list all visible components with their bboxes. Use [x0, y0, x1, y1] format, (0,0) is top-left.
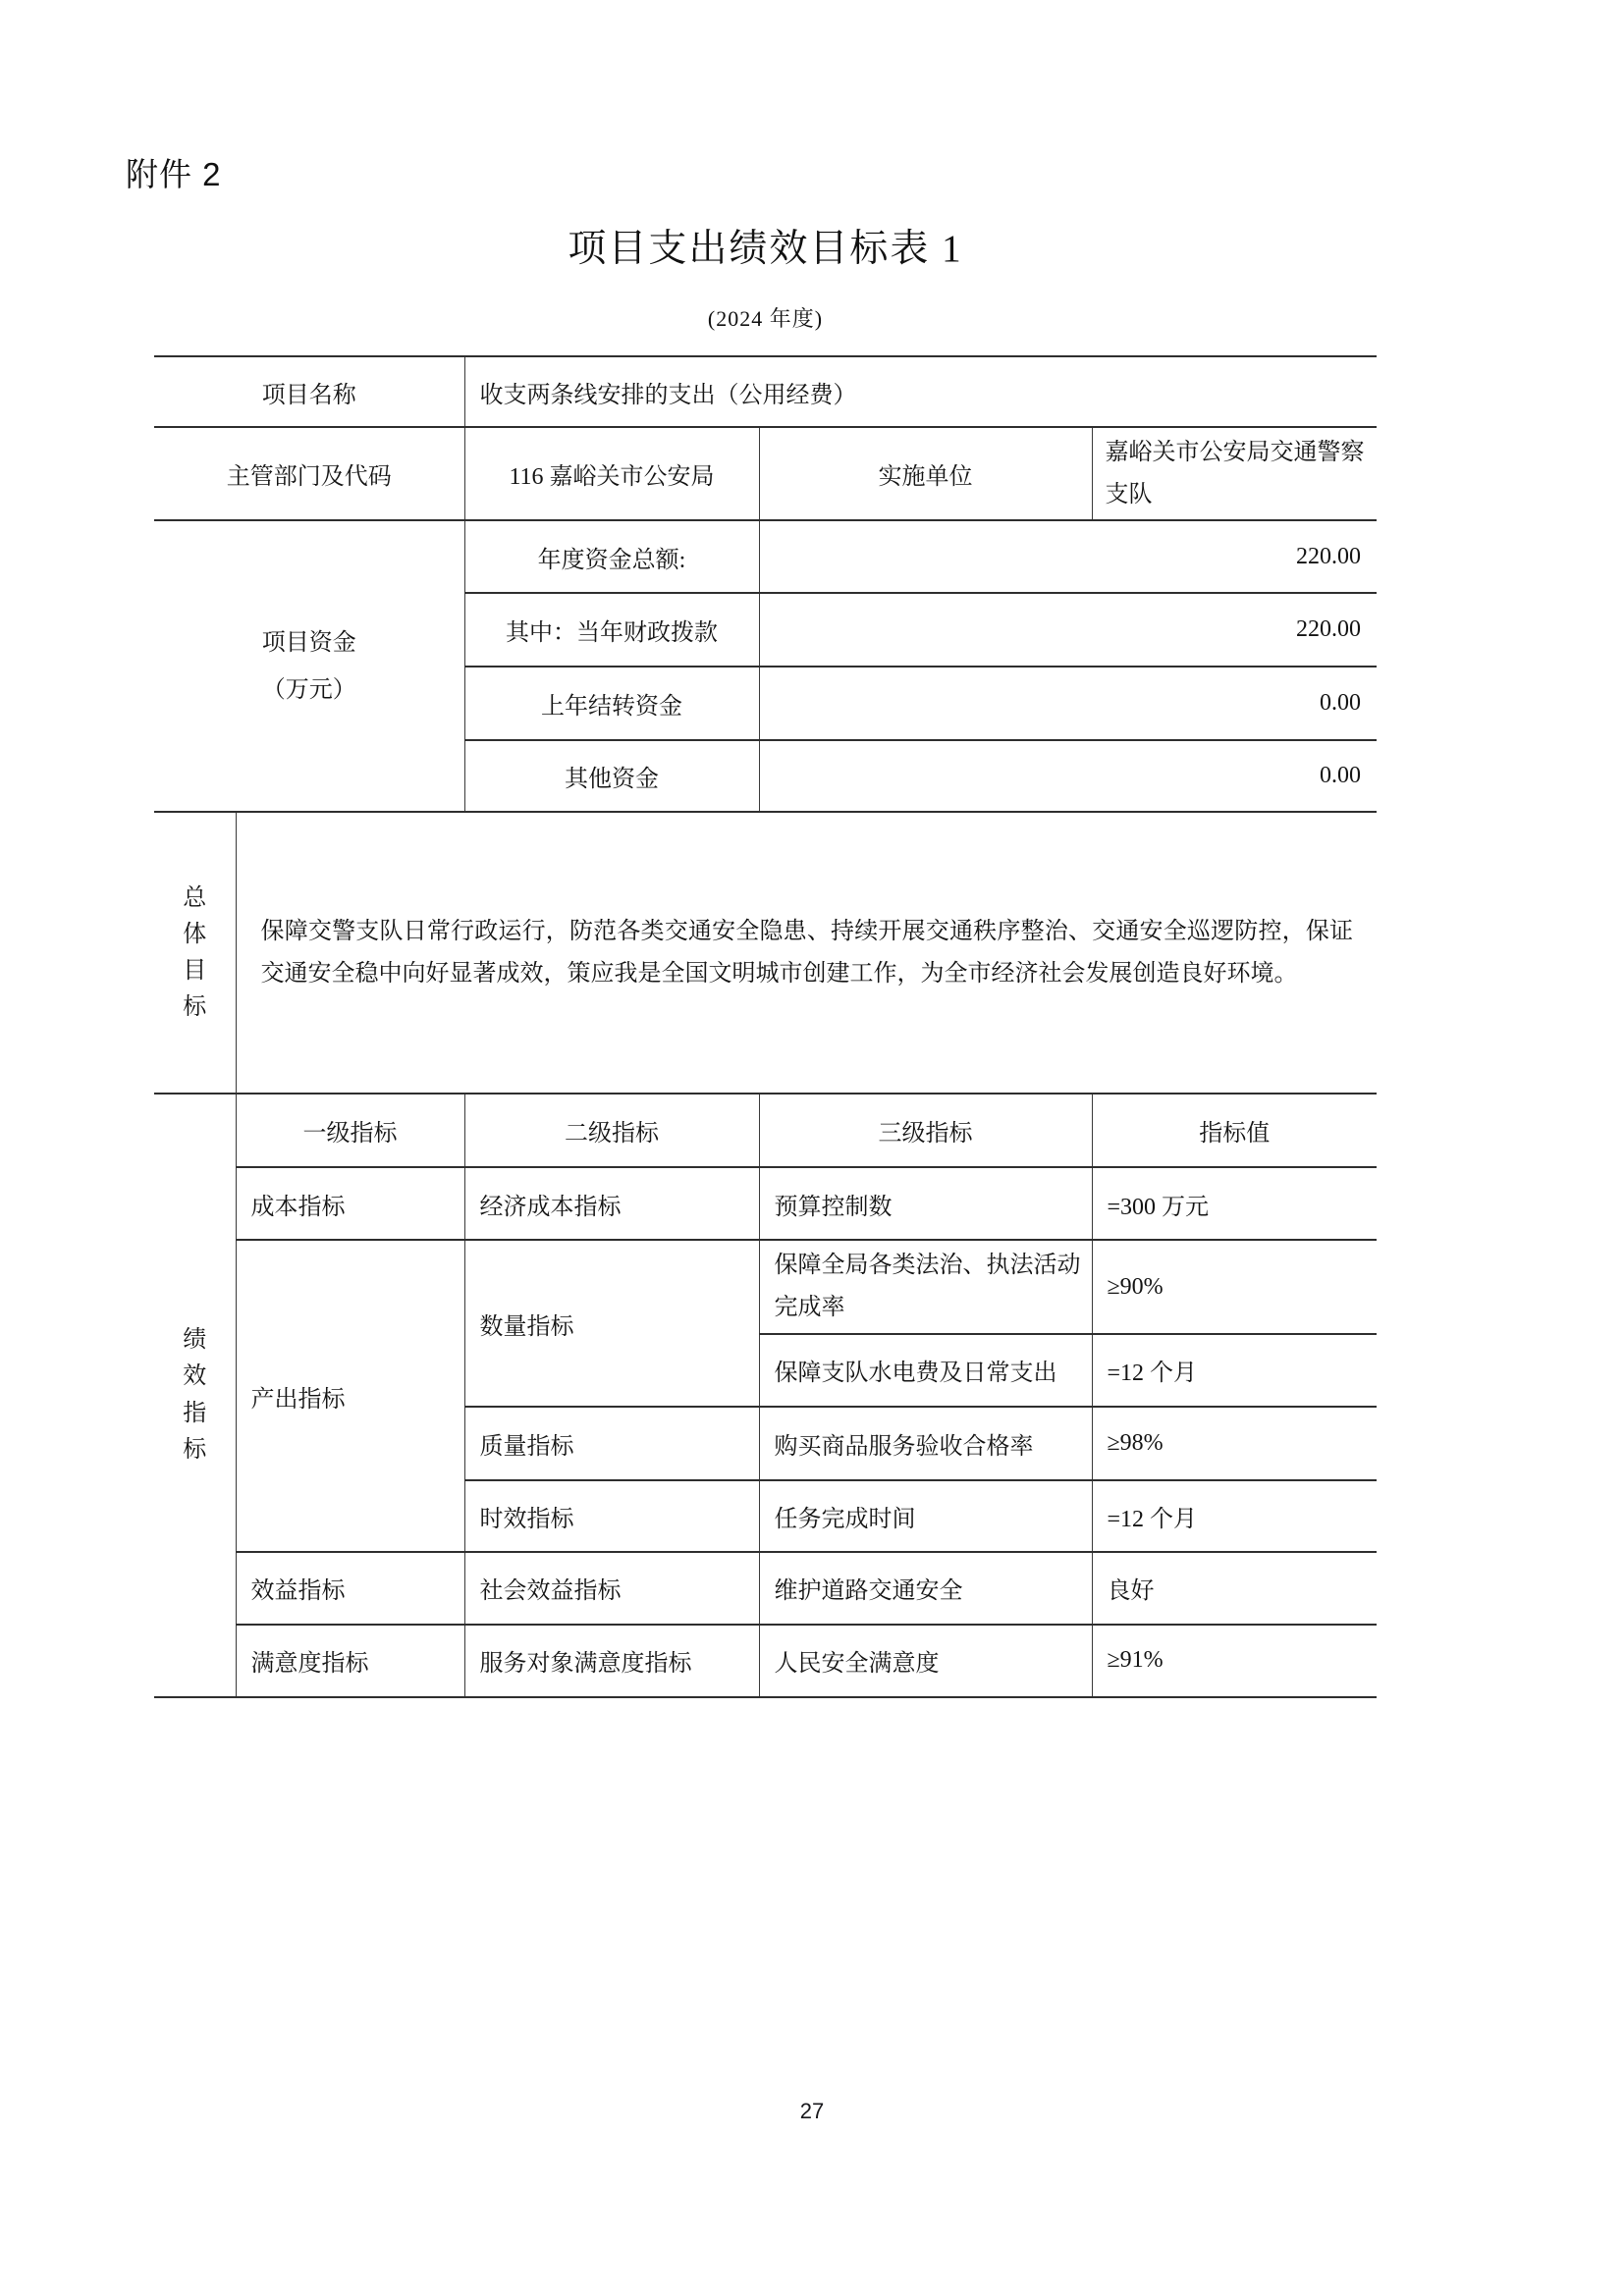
overall-goal-vertical-label: 总体目标: [183, 884, 207, 1021]
cell-satisfaction-l3: 人民安全满意度: [759, 1625, 1092, 1697]
cell-benefit-value: 良好: [1092, 1552, 1377, 1625]
cell-benefit-l2: 社会效益指标: [464, 1552, 759, 1625]
cell-quantity-item2-value: =12 个月: [1092, 1334, 1377, 1407]
cell-quality-value: ≥98%: [1092, 1407, 1377, 1480]
cell-time-value: =12 个月: [1092, 1480, 1377, 1552]
cell-time-l2: 时效指标: [464, 1480, 759, 1552]
cell-project-name-label: 项目名称: [154, 356, 464, 427]
performance-target-table: [154, 355, 1377, 1698]
cell-impl-unit-label: 实施单位: [759, 427, 1092, 520]
table-row: [154, 427, 1377, 520]
cell-funding-row-value: 220.00: [759, 520, 1377, 593]
cell-quantity-item1-value: ≥90%: [1092, 1240, 1377, 1333]
table-row: [154, 1167, 1377, 1240]
cell-cost-l1: 成本指标: [236, 1167, 464, 1240]
cell-overall-goal-text: [236, 812, 1377, 1094]
cell-quality-l3: 购买商品服务验收合格率: [759, 1407, 1092, 1480]
table-row: [154, 1240, 1377, 1333]
page-number: 27: [799, 2099, 825, 2123]
cell-funding-row-label: 年度资金总额:: [464, 520, 759, 593]
cell-quantity-item2-l3: 保障支队水电费及日常支出: [759, 1334, 1092, 1407]
header-level3-indicator: 三级指标: [759, 1094, 1092, 1167]
cell-satisfaction-l1: 满意度指标: [236, 1625, 464, 1697]
cell-department-label: 主管部门及代码: [154, 427, 464, 520]
cell-funding-row-value: 0.00: [759, 667, 1377, 740]
cell-funding-row-label: 上年结转资金: [464, 667, 759, 740]
header-indicator-value: 指标值: [1092, 1094, 1377, 1167]
cell-funding-row-value: 0.00: [759, 740, 1377, 812]
table-row: [154, 1094, 1377, 1167]
funding-label-line2: （万元）: [261, 676, 356, 703]
cell-funding-label: [154, 520, 464, 812]
page-title: 项目支出绩效目标表 1: [568, 228, 963, 270]
cell-cost-value: =300 万元: [1092, 1167, 1377, 1240]
table-row: [154, 1552, 1377, 1625]
cell-quantity-item1-l3: 保障全局各类法治、执法活动完成率: [759, 1240, 1092, 1333]
cell-indicators-label: [154, 1094, 236, 1696]
overall-goal-text: 保障交警支队日常行政运行，防范各类交通安全隐患、持续开展交通秩序整治、交通安全巡逻防控，保证交通安全稳中向好显著成效，策应我是全国文明城市创建工作，为全市经济社会发展创造良好环境。: [260, 918, 1354, 987]
cell-time-l3: 任务完成时间: [759, 1480, 1092, 1552]
cell-satisfaction-l2: 服务对象满意度指标: [464, 1625, 759, 1697]
table-row: [154, 520, 1377, 593]
table-row: [154, 356, 1377, 427]
cell-satisfaction-value: ≥91%: [1092, 1625, 1377, 1697]
cell-cost-l3: 预算控制数: [759, 1167, 1092, 1240]
cell-quantity-l2: 数量指标: [464, 1240, 759, 1406]
cell-funding-row-label: 其中：当年财政拨款: [464, 593, 759, 667]
cell-cost-l2: 经济成本指标: [464, 1167, 759, 1240]
page-subtitle: (2024 年度): [707, 306, 824, 331]
attachment-label: 附件 2: [126, 156, 222, 192]
cell-benefit-l3: 维护道路交通安全: [759, 1552, 1092, 1625]
cell-impl-unit-value: 嘉峪关市公安局交通警察支队: [1092, 427, 1377, 520]
cell-project-name-value: 收支两条线安排的支出（公用经费）: [464, 356, 1377, 427]
cell-quality-l2: 质量指标: [464, 1407, 759, 1480]
header-level2-indicator: 二级指标: [464, 1094, 759, 1167]
indicators-vertical-label: 绩效指标: [183, 1327, 207, 1463]
table-row: [154, 812, 1377, 1094]
cell-overall-goal-label: [154, 812, 236, 1094]
cell-funding-row-label: 其他资金: [464, 740, 759, 812]
cell-department-value: 116 嘉峪关市公安局: [464, 427, 759, 520]
header-level1-indicator: 一级指标: [236, 1094, 464, 1167]
cell-output-l1: 产出指标: [236, 1240, 464, 1551]
cell-funding-row-value: 220.00: [759, 593, 1377, 667]
cell-benefit-l1: 效益指标: [236, 1552, 464, 1625]
table-row: [154, 1625, 1377, 1697]
funding-label-line1: 项目资金: [261, 629, 356, 656]
